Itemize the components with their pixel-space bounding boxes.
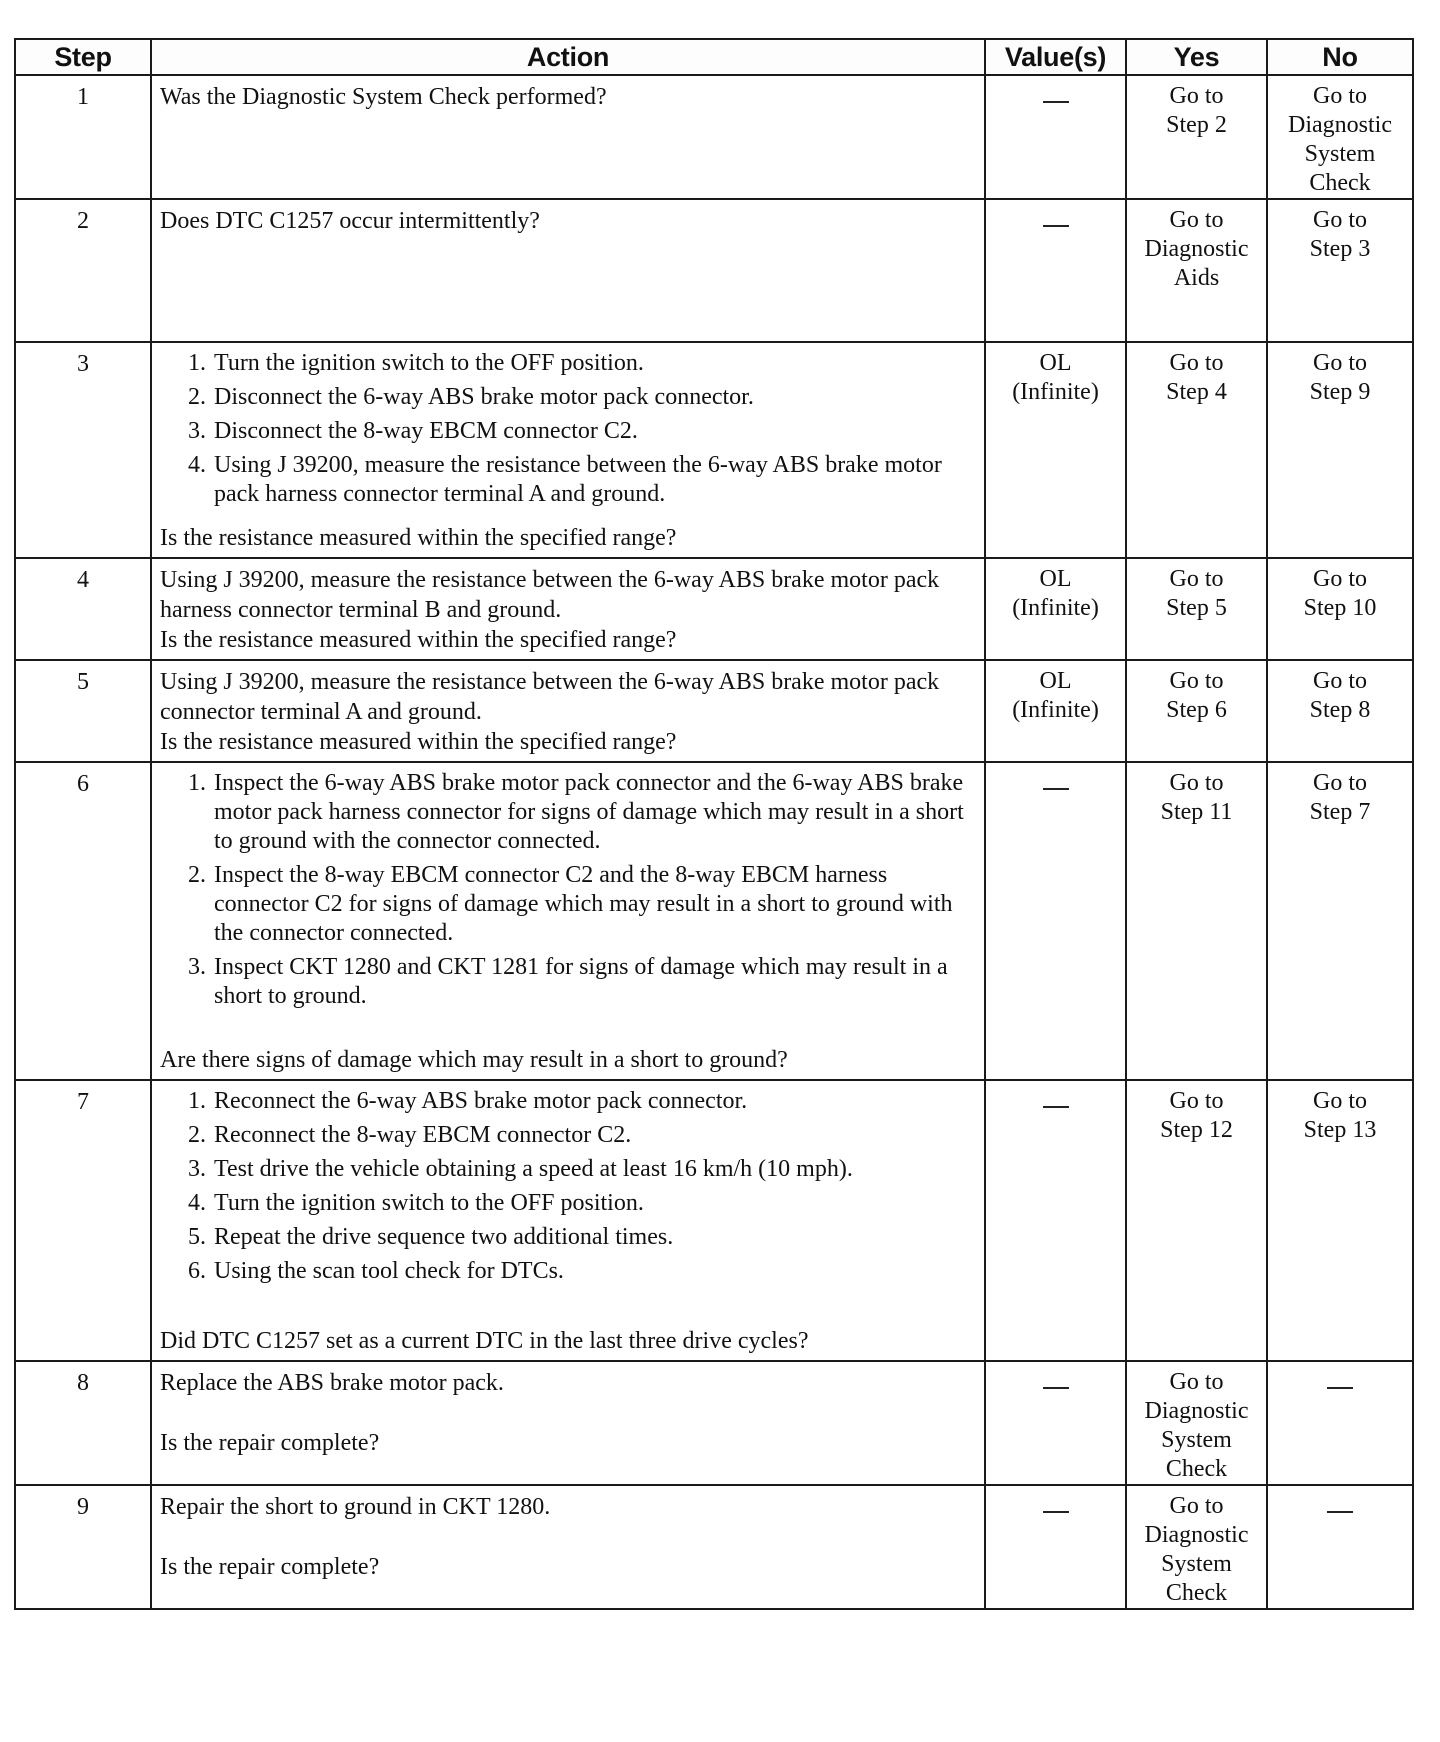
step-number: 4 [15, 558, 151, 660]
procedure-item-number: 3. [188, 1156, 206, 1182]
procedure-item [188, 953, 974, 1011]
procedure-item-body: Repeat the drive sequence two additional times. [214, 1224, 674, 1250]
no-line: Step 3 [1309, 236, 1371, 262]
action-cell [151, 342, 985, 558]
action-cell [151, 660, 985, 762]
procedure-item-body: Inspect the 8-way EBCM connector C2 and the 8-way EBCM harness connector C2 for signs of damage which may result in a short to ground with the connector connected. [214, 862, 953, 946]
yes-cell [1126, 1361, 1267, 1485]
procedure-item-number: 3. [188, 954, 206, 980]
action-cell [151, 558, 985, 660]
action-line: Using J 39200, measure the resistance between the 6-way ABS brake motor pack connector terminal A and ground. [160, 669, 940, 725]
yes-line: Go to [1169, 566, 1224, 592]
no-cell [1267, 558, 1413, 660]
yes-line: System [1161, 1427, 1232, 1453]
procedure-item-number: 4. [188, 1190, 206, 1216]
yes-line: Diagnostic [1144, 1522, 1249, 1548]
value-cell [985, 199, 1126, 342]
no-line: Go to [1313, 668, 1367, 694]
yes-line: Go to [1169, 1088, 1224, 1114]
step-number: 9 [15, 1485, 151, 1609]
procedure-item-body: Reconnect the 6-way ABS brake motor pack connector. [214, 1088, 748, 1114]
value-line: (Infinite) [1012, 595, 1099, 621]
action-line: Is the resistance measured within the specified range? [160, 627, 677, 653]
action-text: Was the Diagnostic System Check performed? [160, 84, 607, 110]
action-question: Is the repair complete? [160, 1554, 380, 1580]
procedure-item-body: Turn the ignition switch to the OFF position. [214, 1190, 644, 1216]
step-number: 2 [15, 199, 151, 342]
action-cell [151, 1080, 985, 1361]
procedure-item [188, 1223, 974, 1252]
step-number: 1 [15, 75, 151, 199]
no-cell [1267, 1361, 1413, 1485]
procedure-item-number: 1. [188, 1088, 206, 1114]
yes-cell [1126, 199, 1267, 342]
action-text: Does DTC C1257 occur intermittently? [160, 208, 540, 234]
procedure-item [188, 769, 974, 856]
step-number: 6 [15, 762, 151, 1080]
procedure-item-number: 3. [188, 418, 206, 444]
no-line: Step 9 [1309, 379, 1371, 405]
yes-cell [1126, 1080, 1267, 1361]
no-line: System [1304, 141, 1376, 167]
spacer [160, 1398, 974, 1428]
spacer [160, 1522, 974, 1552]
action-text: Repair the short to ground in CKT 1280. [160, 1494, 551, 1520]
procedure-item [188, 451, 974, 509]
yes-line: Diagnostic [1144, 236, 1249, 262]
yes-line: Go to [1169, 770, 1224, 796]
procedure-item-number: 1. [188, 350, 206, 376]
procedure-item [188, 1087, 974, 1116]
action-cell [151, 199, 985, 342]
yes-line: Go to [1169, 350, 1224, 376]
header-row [15, 39, 1413, 75]
table-row [15, 1485, 1413, 1609]
value-line: (Infinite) [1012, 697, 1099, 723]
no-line: Go to [1313, 566, 1367, 592]
step-number: 3 [15, 342, 151, 558]
action-question: Did DTC C1257 set as a current DTC in the last three drive cycles? [160, 1328, 809, 1354]
yes-line: Step 2 [1166, 112, 1227, 138]
diagnostic-table-sheet [14, 38, 1412, 1610]
no-cell [1267, 762, 1413, 1080]
procedure-item [188, 861, 974, 948]
procedure-item [188, 349, 974, 378]
procedure-item-body: Turn the ignition switch to the OFF position. [214, 350, 644, 376]
procedure-list [160, 349, 974, 509]
yes-line: Go to [1169, 1369, 1224, 1395]
dash-mark [1327, 1511, 1353, 1513]
table-row [15, 762, 1413, 1080]
no-cell [1267, 660, 1413, 762]
no-line: Step 8 [1309, 697, 1371, 723]
procedure-item-number: 2. [188, 1122, 206, 1148]
yes-line: Step 6 [1166, 697, 1227, 723]
procedure-item-body: Inspect CKT 1280 and CKT 1281 for signs of damage which may result in a short to ground. [214, 954, 948, 1009]
procedure-item-body: Using the scan tool check for DTCs. [214, 1258, 564, 1284]
no-cell [1267, 1485, 1413, 1609]
yes-cell [1126, 762, 1267, 1080]
action-question: Is the resistance measured within the specified range? [160, 525, 677, 551]
action-line: Is the resistance measured within the specified range? [160, 729, 677, 755]
no-line: Go to [1313, 207, 1367, 233]
value-cell [985, 660, 1126, 762]
procedure-item-body: Disconnect the 8-way EBCM connector C2. [214, 418, 638, 444]
dash-mark [1327, 1387, 1353, 1389]
yes-line: Diagnostic [1144, 1398, 1249, 1424]
header-step: Step [15, 39, 151, 75]
dash-mark [1043, 225, 1069, 227]
yes-line: Check [1165, 1456, 1228, 1482]
header-action: Action [151, 39, 985, 75]
table-row [15, 75, 1413, 199]
action-cell [151, 1361, 985, 1485]
yes-line: Aids [1173, 265, 1220, 291]
value-cell [985, 762, 1126, 1080]
yes-cell [1126, 558, 1267, 660]
table-row [15, 558, 1413, 660]
value-line: OL [1039, 566, 1072, 592]
yes-line: Go to [1169, 668, 1224, 694]
yes-line: Go to [1169, 207, 1224, 233]
diagnostic-table [14, 38, 1414, 1610]
table-row [15, 1080, 1413, 1361]
dash-mark [1043, 1511, 1069, 1513]
yes-line: System [1161, 1551, 1232, 1577]
yes-cell [1126, 75, 1267, 199]
procedure-item [188, 1155, 974, 1184]
procedure-item-number: 4. [188, 452, 206, 478]
procedure-item-body: Using J 39200, measure the resistance between the 6-way ABS brake motor pack harness connector terminal A and ground. [214, 452, 942, 507]
table-row [15, 199, 1413, 342]
procedure-item-number: 2. [188, 862, 206, 888]
procedure-item-number: 6. [188, 1258, 206, 1284]
no-line: Go to [1313, 770, 1367, 796]
yes-cell [1126, 342, 1267, 558]
action-cell [151, 1485, 985, 1609]
dash-mark [1043, 1387, 1069, 1389]
value-line: OL [1039, 668, 1072, 694]
no-line: Step 13 [1303, 1117, 1377, 1143]
procedure-item-number: 5. [188, 1224, 206, 1250]
no-line: Diagnostic [1288, 112, 1392, 138]
procedure-item [188, 383, 974, 412]
value-line: (Infinite) [1012, 379, 1099, 405]
dash-mark [1043, 788, 1069, 790]
value-cell [985, 1361, 1126, 1485]
procedure-item-body: Test drive the vehicle obtaining a speed at least 16 km/h (10 mph). [214, 1156, 853, 1182]
step-number: 7 [15, 1080, 151, 1361]
table-row [15, 1361, 1413, 1485]
no-line: Step 7 [1309, 799, 1371, 825]
procedure-item-number: 1. [188, 770, 206, 796]
procedure-list [160, 769, 974, 1011]
procedure-item-body: Disconnect the 6-way ABS brake motor pack connector. [214, 384, 754, 410]
header-yes: Yes [1126, 39, 1267, 75]
action-text: Replace the ABS brake motor pack. [160, 1370, 504, 1396]
yes-line: Step 12 [1160, 1117, 1233, 1143]
no-line: Step 10 [1303, 595, 1377, 621]
table-row [15, 342, 1413, 558]
yes-line: Step 5 [1166, 595, 1227, 621]
no-line: Check [1309, 170, 1371, 196]
yes-line: Go to [1169, 1493, 1224, 1519]
value-cell [985, 1485, 1126, 1609]
no-cell [1267, 1080, 1413, 1361]
yes-cell [1126, 660, 1267, 762]
dash-mark [1043, 101, 1069, 103]
value-cell [985, 558, 1126, 660]
yes-line: Check [1165, 1580, 1228, 1606]
header-no: No [1267, 39, 1413, 75]
procedure-item-body: Reconnect the 8-way EBCM connector C2. [214, 1122, 632, 1148]
value-line: OL [1039, 350, 1072, 376]
step-number: 5 [15, 660, 151, 762]
action-cell [151, 75, 985, 199]
dash-mark [1043, 1106, 1069, 1108]
action-cell [151, 762, 985, 1080]
action-question: Is the repair complete? [160, 1430, 380, 1456]
action-line: Using J 39200, measure the resistance between the 6-way ABS brake motor pack harness connector terminal B and ground. [160, 567, 940, 623]
step-number: 8 [15, 1361, 151, 1485]
table-row [15, 660, 1413, 762]
yes-line: Go to [1169, 83, 1224, 109]
no-line: Go to [1313, 350, 1367, 376]
yes-line: Step 4 [1166, 379, 1227, 405]
value-cell [985, 1080, 1126, 1361]
procedure-item [188, 1121, 974, 1150]
procedure-list [160, 1087, 974, 1286]
action-question: Are there signs of damage which may result in a short to ground? [160, 1047, 788, 1073]
procedure-item [188, 417, 974, 446]
procedure-item [188, 1257, 974, 1286]
yes-cell [1126, 1485, 1267, 1609]
no-cell [1267, 342, 1413, 558]
no-line: Go to [1313, 1088, 1367, 1114]
header-values: Value(s) [985, 39, 1126, 75]
no-cell [1267, 199, 1413, 342]
no-line: Go to [1313, 83, 1367, 109]
procedure-item-body: Inspect the 6-way ABS brake motor pack connector and the 6-way ABS brake motor pack harness connector for signs of damage which may result in a short to ground with the connector connected. [214, 770, 964, 854]
value-cell [985, 342, 1126, 558]
no-cell [1267, 75, 1413, 199]
procedure-item-number: 2. [188, 384, 206, 410]
value-cell [985, 75, 1126, 199]
yes-line: Step 11 [1160, 799, 1233, 825]
procedure-item [188, 1189, 974, 1218]
